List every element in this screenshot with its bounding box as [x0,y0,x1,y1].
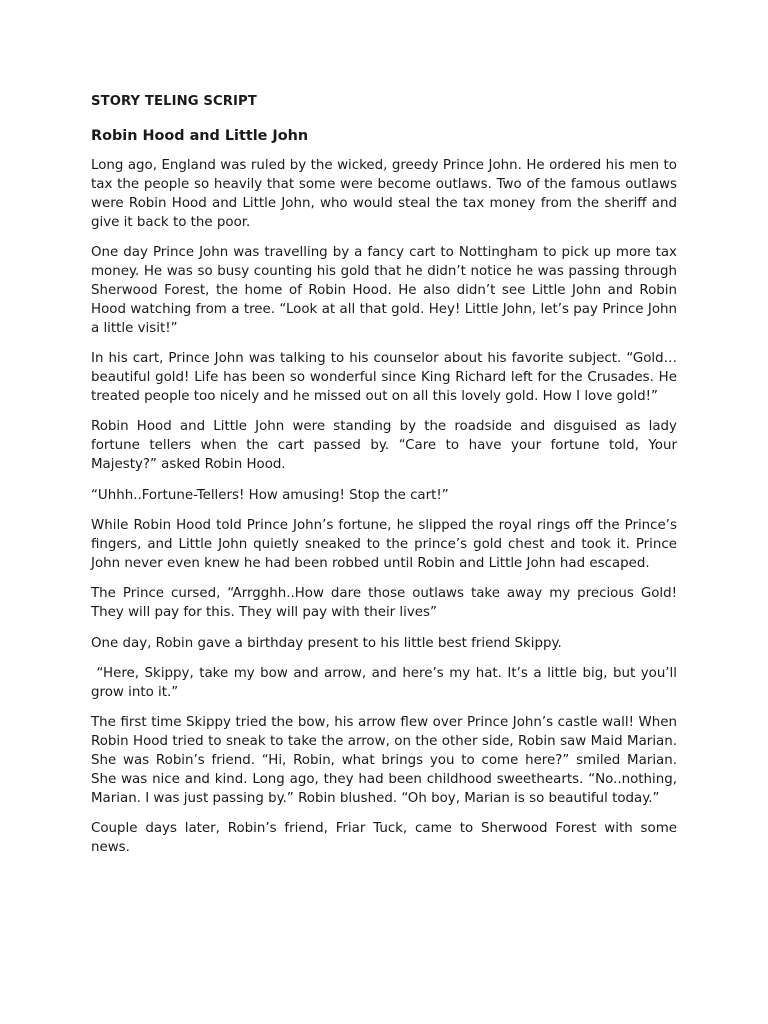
story-title: Robin Hood and Little John [91,128,309,144]
paragraph-2: One day Prince John was travelling by a fancy cart to Nottingham to pick up more tax money. He was so busy counting his gold that he didn’t notice he was passing through Sherwood Forest, the home of Robin Hood. He also didn’t see Little John and Robin Hood watching from a tree. “Look at all that gold. Hey! Little John, let’s pay Prince John a little visit!” [91,245,677,336]
paragraph-8: One day, Robin gave a birthday present to his little best friend Skippy. [91,635,562,651]
script-heading: STORY TELING SCRIPT [91,94,257,109]
paragraph-10: The first time Skippy tried the bow, his arrow flew over Prince John’s castle wall! When Robin Hood tried to sneak to take the arrow, on the other side, Robin saw Maid Marian. She was Robin’s friend. “Hi, Robin, what brings you to come here?” smiled Marian. She was nice and kind. Long ago, they had been childhood sweethearts. “No..nothing, Marian. I was just passing by.” Robin blushed. “Oh boy, Marian is so beautiful today.” [91,715,686,806]
paragraph-9: “Here, Skippy, take my bow and arrow, and here’s my hat. It’s a little big, but you’ll grow into it.” [91,665,682,700]
paragraph-5: “Uhhh..Fortune-Tellers! How amusing! Stop the cart!” [91,487,449,503]
document-page [91,92,686,870]
paragraph-7: The Prince cursed, “Arrgghh..How dare those outlaws take away my precious Gold! They will pay for this. They will pay with their lives” [91,586,677,621]
paragraph-3: In his cart, Prince John was talking to his counselor about his favorite subject. “Gold…beautiful gold! Life has been so wonderful since King Richard left for the Crusades. He treated people too nicely and he missed out on all this lovely gold. How I love gold!” [91,351,677,404]
paragraph-6: While Robin Hood told Prince John’s fortune, he slipped the royal rings off the Prince’s fingers, and Little John quietly sneaked to the prince’s gold chest and took it. Prince John never even knew he had been robbed until Robin and Little John had escaped. [91,518,677,571]
paragraph-4: Robin Hood and Little John were standing by the roadside and disguised as lady fortune tellers when the cart passed by. “Care to have your fortune told, Your Majesty?” asked Robin Hood. [91,419,677,473]
paragraph-11: Couple days later, Robin’s friend, Friar Tuck, came to Sherwood Forest with some news. [91,821,677,856]
paragraph-1: Long ago, England was ruled by the wicked, greedy Prince John. He ordered his men to tax the people so heavily that some were become outlaws. Two of the famous outlaws were Robin Hood and Little John, who would steal the tax money from the sheriff and give it back to the poor. [91,158,677,230]
